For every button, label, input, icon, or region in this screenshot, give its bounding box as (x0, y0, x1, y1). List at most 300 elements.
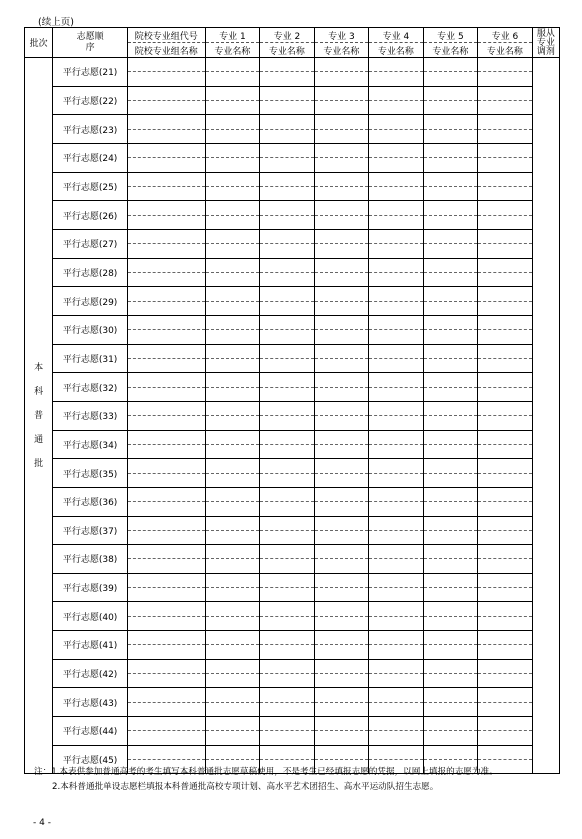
major-6-name-cell[interactable] (478, 387, 533, 401)
major-5-code-cell[interactable] (423, 631, 478, 645)
major-5-name-cell[interactable] (423, 473, 478, 487)
major-6-name-cell[interactable] (478, 674, 533, 688)
school-code-cell[interactable] (127, 229, 205, 243)
major-3-code-cell[interactable] (314, 745, 369, 759)
major-4-name-cell[interactable] (369, 158, 424, 172)
major-5-name-cell[interactable] (423, 674, 478, 688)
major-2-name-cell[interactable] (260, 416, 315, 430)
major-4-name-cell[interactable] (369, 387, 424, 401)
major-6-code-cell[interactable] (478, 659, 533, 673)
major-1-code-cell[interactable] (205, 516, 260, 530)
school-name-cell[interactable] (127, 502, 205, 516)
major-4-code-cell[interactable] (369, 115, 424, 129)
major-4-code-cell[interactable] (369, 545, 424, 559)
major-3-name-cell[interactable] (314, 645, 369, 659)
major-3-name-cell[interactable] (314, 129, 369, 143)
major-6-name-cell[interactable] (478, 72, 533, 86)
school-code-cell[interactable] (127, 545, 205, 559)
major-6-code-cell[interactable] (478, 487, 533, 501)
major-5-name-cell[interactable] (423, 731, 478, 745)
major-2-code-cell[interactable] (260, 143, 315, 157)
school-code-cell[interactable] (127, 516, 205, 530)
major-4-name-cell[interactable] (369, 473, 424, 487)
major-4-code-cell[interactable] (369, 58, 424, 72)
major-3-code-cell[interactable] (314, 344, 369, 358)
major-1-code-cell[interactable] (205, 258, 260, 272)
major-2-code-cell[interactable] (260, 172, 315, 186)
school-name-cell[interactable] (127, 72, 205, 86)
major-3-code-cell[interactable] (314, 373, 369, 387)
major-2-name-cell[interactable] (260, 616, 315, 630)
major-1-name-cell[interactable] (205, 244, 260, 258)
major-1-name-cell[interactable] (205, 645, 260, 659)
major-5-name-cell[interactable] (423, 588, 478, 602)
major-2-code-cell[interactable] (260, 573, 315, 587)
major-5-code-cell[interactable] (423, 258, 478, 272)
major-5-code-cell[interactable] (423, 459, 478, 473)
major-5-code-cell[interactable] (423, 373, 478, 387)
major-1-code-cell[interactable] (205, 58, 260, 72)
major-3-name-cell[interactable] (314, 158, 369, 172)
major-6-name-cell[interactable] (478, 530, 533, 544)
major-6-code-cell[interactable] (478, 58, 533, 72)
major-2-name-cell[interactable] (260, 387, 315, 401)
school-name-cell[interactable] (127, 588, 205, 602)
major-4-name-cell[interactable] (369, 416, 424, 430)
major-3-code-cell[interactable] (314, 143, 369, 157)
major-5-code-cell[interactable] (423, 86, 478, 100)
major-5-code-cell[interactable] (423, 287, 478, 301)
major-6-name-cell[interactable] (478, 129, 533, 143)
major-5-name-cell[interactable] (423, 530, 478, 544)
major-6-name-cell[interactable] (478, 588, 533, 602)
major-6-code-cell[interactable] (478, 545, 533, 559)
major-4-code-cell[interactable] (369, 258, 424, 272)
major-4-code-cell[interactable] (369, 717, 424, 731)
major-3-code-cell[interactable] (314, 487, 369, 501)
major-4-code-cell[interactable] (369, 631, 424, 645)
school-code-cell[interactable] (127, 573, 205, 587)
school-name-cell[interactable] (127, 645, 205, 659)
major-4-code-cell[interactable] (369, 430, 424, 444)
major-5-name-cell[interactable] (423, 387, 478, 401)
school-name-cell[interactable] (127, 158, 205, 172)
school-code-cell[interactable] (127, 344, 205, 358)
major-1-name-cell[interactable] (205, 129, 260, 143)
major-3-name-cell[interactable] (314, 330, 369, 344)
school-name-cell[interactable] (127, 530, 205, 544)
major-3-name-cell[interactable] (314, 674, 369, 688)
major-5-code-cell[interactable] (423, 430, 478, 444)
major-2-code-cell[interactable] (260, 115, 315, 129)
major-4-name-cell[interactable] (369, 616, 424, 630)
school-code-cell[interactable] (127, 688, 205, 702)
school-name-cell[interactable] (127, 301, 205, 315)
major-3-code-cell[interactable] (314, 115, 369, 129)
major-4-name-cell[interactable] (369, 559, 424, 573)
major-6-code-cell[interactable] (478, 430, 533, 444)
school-code-cell[interactable] (127, 143, 205, 157)
major-2-code-cell[interactable] (260, 58, 315, 72)
major-3-name-cell[interactable] (314, 502, 369, 516)
school-name-cell[interactable] (127, 674, 205, 688)
major-2-code-cell[interactable] (260, 344, 315, 358)
major-6-name-cell[interactable] (478, 100, 533, 114)
major-4-code-cell[interactable] (369, 516, 424, 530)
school-code-cell[interactable] (127, 602, 205, 616)
major-1-name-cell[interactable] (205, 416, 260, 430)
school-code-cell[interactable] (127, 373, 205, 387)
major-2-code-cell[interactable] (260, 659, 315, 673)
major-5-name-cell[interactable] (423, 100, 478, 114)
major-6-code-cell[interactable] (478, 287, 533, 301)
major-2-code-cell[interactable] (260, 602, 315, 616)
major-6-code-cell[interactable] (478, 229, 533, 243)
major-4-code-cell[interactable] (369, 573, 424, 587)
school-name-cell[interactable] (127, 244, 205, 258)
school-name-cell[interactable] (127, 731, 205, 745)
major-5-code-cell[interactable] (423, 516, 478, 530)
major-1-name-cell[interactable] (205, 387, 260, 401)
school-name-cell[interactable] (127, 559, 205, 573)
major-4-name-cell[interactable] (369, 129, 424, 143)
major-3-name-cell[interactable] (314, 702, 369, 716)
major-1-name-cell[interactable] (205, 502, 260, 516)
major-5-code-cell[interactable] (423, 201, 478, 215)
major-1-code-cell[interactable] (205, 401, 260, 415)
major-2-code-cell[interactable] (260, 631, 315, 645)
major-6-name-cell[interactable] (478, 702, 533, 716)
major-1-name-cell[interactable] (205, 272, 260, 286)
school-name-cell[interactable] (127, 100, 205, 114)
major-2-name-cell[interactable] (260, 158, 315, 172)
major-5-name-cell[interactable] (423, 330, 478, 344)
major-2-code-cell[interactable] (260, 201, 315, 215)
major-2-code-cell[interactable] (260, 401, 315, 415)
major-5-code-cell[interactable] (423, 401, 478, 415)
school-name-cell[interactable] (127, 215, 205, 229)
major-6-code-cell[interactable] (478, 745, 533, 759)
major-4-name-cell[interactable] (369, 215, 424, 229)
major-3-code-cell[interactable] (314, 717, 369, 731)
major-1-name-cell[interactable] (205, 731, 260, 745)
major-1-name-cell[interactable] (205, 358, 260, 372)
major-1-code-cell[interactable] (205, 172, 260, 186)
major-4-code-cell[interactable] (369, 487, 424, 501)
major-4-name-cell[interactable] (369, 645, 424, 659)
major-3-name-cell[interactable] (314, 588, 369, 602)
major-3-code-cell[interactable] (314, 659, 369, 673)
major-3-name-cell[interactable] (314, 416, 369, 430)
major-6-code-cell[interactable] (478, 516, 533, 530)
major-2-name-cell[interactable] (260, 530, 315, 544)
major-5-code-cell[interactable] (423, 602, 478, 616)
major-2-code-cell[interactable] (260, 373, 315, 387)
major-3-code-cell[interactable] (314, 201, 369, 215)
major-1-name-cell[interactable] (205, 186, 260, 200)
school-name-cell[interactable] (127, 330, 205, 344)
major-3-name-cell[interactable] (314, 186, 369, 200)
major-1-code-cell[interactable] (205, 717, 260, 731)
major-3-code-cell[interactable] (314, 459, 369, 473)
school-code-cell[interactable] (127, 459, 205, 473)
major-6-name-cell[interactable] (478, 559, 533, 573)
school-code-cell[interactable] (127, 315, 205, 329)
major-5-name-cell[interactable] (423, 502, 478, 516)
major-1-name-cell[interactable] (205, 588, 260, 602)
major-4-name-cell[interactable] (369, 358, 424, 372)
major-5-name-cell[interactable] (423, 301, 478, 315)
major-2-name-cell[interactable] (260, 444, 315, 458)
major-3-name-cell[interactable] (314, 559, 369, 573)
major-2-code-cell[interactable] (260, 315, 315, 329)
school-code-cell[interactable] (127, 631, 205, 645)
major-2-name-cell[interactable] (260, 272, 315, 286)
major-6-name-cell[interactable] (478, 473, 533, 487)
school-code-cell[interactable] (127, 86, 205, 100)
major-5-code-cell[interactable] (423, 659, 478, 673)
major-6-code-cell[interactable] (478, 717, 533, 731)
major-1-code-cell[interactable] (205, 115, 260, 129)
major-2-code-cell[interactable] (260, 430, 315, 444)
major-1-name-cell[interactable] (205, 158, 260, 172)
major-5-name-cell[interactable] (423, 616, 478, 630)
major-2-name-cell[interactable] (260, 358, 315, 372)
major-5-code-cell[interactable] (423, 115, 478, 129)
school-name-cell[interactable] (127, 616, 205, 630)
major-3-name-cell[interactable] (314, 444, 369, 458)
major-4-code-cell[interactable] (369, 201, 424, 215)
major-1-code-cell[interactable] (205, 201, 260, 215)
major-5-name-cell[interactable] (423, 559, 478, 573)
major-4-code-cell[interactable] (369, 86, 424, 100)
major-2-code-cell[interactable] (260, 516, 315, 530)
major-5-name-cell[interactable] (423, 158, 478, 172)
major-2-code-cell[interactable] (260, 717, 315, 731)
major-6-code-cell[interactable] (478, 115, 533, 129)
major-3-code-cell[interactable] (314, 229, 369, 243)
major-2-name-cell[interactable] (260, 559, 315, 573)
major-6-name-cell[interactable] (478, 731, 533, 745)
major-4-name-cell[interactable] (369, 530, 424, 544)
school-code-cell[interactable] (127, 659, 205, 673)
major-5-code-cell[interactable] (423, 545, 478, 559)
major-1-code-cell[interactable] (205, 688, 260, 702)
major-3-name-cell[interactable] (314, 301, 369, 315)
major-3-name-cell[interactable] (314, 616, 369, 630)
major-5-name-cell[interactable] (423, 645, 478, 659)
major-1-name-cell[interactable] (205, 330, 260, 344)
major-6-name-cell[interactable] (478, 616, 533, 630)
major-6-code-cell[interactable] (478, 172, 533, 186)
major-4-code-cell[interactable] (369, 373, 424, 387)
school-code-cell[interactable] (127, 287, 205, 301)
major-5-name-cell[interactable] (423, 416, 478, 430)
school-code-cell[interactable] (127, 745, 205, 759)
major-5-code-cell[interactable] (423, 688, 478, 702)
major-5-code-cell[interactable] (423, 315, 478, 329)
major-2-code-cell[interactable] (260, 86, 315, 100)
major-1-code-cell[interactable] (205, 745, 260, 759)
major-5-name-cell[interactable] (423, 702, 478, 716)
major-5-name-cell[interactable] (423, 272, 478, 286)
school-name-cell[interactable] (127, 358, 205, 372)
school-code-cell[interactable] (127, 401, 205, 415)
school-name-cell[interactable] (127, 416, 205, 430)
major-1-code-cell[interactable] (205, 430, 260, 444)
school-name-cell[interactable] (127, 444, 205, 458)
major-4-name-cell[interactable] (369, 244, 424, 258)
major-5-name-cell[interactable] (423, 186, 478, 200)
major-3-code-cell[interactable] (314, 86, 369, 100)
major-2-code-cell[interactable] (260, 688, 315, 702)
major-2-name-cell[interactable] (260, 129, 315, 143)
major-3-code-cell[interactable] (314, 430, 369, 444)
major-5-name-cell[interactable] (423, 444, 478, 458)
major-4-code-cell[interactable] (369, 229, 424, 243)
major-5-code-cell[interactable] (423, 573, 478, 587)
major-1-code-cell[interactable] (205, 229, 260, 243)
major-1-name-cell[interactable] (205, 702, 260, 716)
major-1-name-cell[interactable] (205, 530, 260, 544)
major-3-name-cell[interactable] (314, 358, 369, 372)
major-1-name-cell[interactable] (205, 215, 260, 229)
major-6-name-cell[interactable] (478, 358, 533, 372)
major-6-name-cell[interactable] (478, 416, 533, 430)
major-5-code-cell[interactable] (423, 229, 478, 243)
major-4-name-cell[interactable] (369, 731, 424, 745)
major-3-code-cell[interactable] (314, 545, 369, 559)
major-3-name-cell[interactable] (314, 244, 369, 258)
major-1-code-cell[interactable] (205, 487, 260, 501)
major-4-name-cell[interactable] (369, 301, 424, 315)
adjust-column-cell[interactable] (532, 58, 559, 774)
major-2-code-cell[interactable] (260, 287, 315, 301)
major-3-code-cell[interactable] (314, 573, 369, 587)
major-3-name-cell[interactable] (314, 473, 369, 487)
major-6-name-cell[interactable] (478, 301, 533, 315)
major-2-name-cell[interactable] (260, 674, 315, 688)
school-code-cell[interactable] (127, 258, 205, 272)
major-5-code-cell[interactable] (423, 172, 478, 186)
major-6-name-cell[interactable] (478, 502, 533, 516)
school-code-cell[interactable] (127, 717, 205, 731)
major-4-code-cell[interactable] (369, 401, 424, 415)
major-3-name-cell[interactable] (314, 72, 369, 86)
major-1-name-cell[interactable] (205, 301, 260, 315)
major-4-name-cell[interactable] (369, 100, 424, 114)
major-5-code-cell[interactable] (423, 487, 478, 501)
school-code-cell[interactable] (127, 487, 205, 501)
major-3-code-cell[interactable] (314, 58, 369, 72)
school-name-cell[interactable] (127, 473, 205, 487)
major-3-name-cell[interactable] (314, 100, 369, 114)
major-2-name-cell[interactable] (260, 702, 315, 716)
major-3-name-cell[interactable] (314, 530, 369, 544)
major-3-code-cell[interactable] (314, 315, 369, 329)
major-5-name-cell[interactable] (423, 244, 478, 258)
school-code-cell[interactable] (127, 58, 205, 72)
major-6-code-cell[interactable] (478, 258, 533, 272)
major-6-code-cell[interactable] (478, 143, 533, 157)
major-6-name-cell[interactable] (478, 645, 533, 659)
major-4-name-cell[interactable] (369, 186, 424, 200)
major-2-code-cell[interactable] (260, 745, 315, 759)
major-1-code-cell[interactable] (205, 573, 260, 587)
major-2-code-cell[interactable] (260, 487, 315, 501)
major-6-code-cell[interactable] (478, 631, 533, 645)
school-code-cell[interactable] (127, 115, 205, 129)
major-5-code-cell[interactable] (423, 717, 478, 731)
major-3-name-cell[interactable] (314, 215, 369, 229)
major-2-code-cell[interactable] (260, 229, 315, 243)
major-3-code-cell[interactable] (314, 401, 369, 415)
major-4-code-cell[interactable] (369, 315, 424, 329)
major-6-name-cell[interactable] (478, 272, 533, 286)
major-1-name-cell[interactable] (205, 674, 260, 688)
major-3-code-cell[interactable] (314, 688, 369, 702)
major-1-name-cell[interactable] (205, 559, 260, 573)
major-1-name-cell[interactable] (205, 72, 260, 86)
major-6-code-cell[interactable] (478, 315, 533, 329)
major-3-name-cell[interactable] (314, 731, 369, 745)
major-2-code-cell[interactable] (260, 459, 315, 473)
major-5-code-cell[interactable] (423, 143, 478, 157)
major-5-name-cell[interactable] (423, 72, 478, 86)
major-5-code-cell[interactable] (423, 344, 478, 358)
major-6-code-cell[interactable] (478, 688, 533, 702)
school-name-cell[interactable] (127, 186, 205, 200)
major-1-code-cell[interactable] (205, 659, 260, 673)
major-3-code-cell[interactable] (314, 258, 369, 272)
major-1-code-cell[interactable] (205, 631, 260, 645)
major-2-name-cell[interactable] (260, 588, 315, 602)
major-6-code-cell[interactable] (478, 459, 533, 473)
major-4-code-cell[interactable] (369, 287, 424, 301)
school-name-cell[interactable] (127, 272, 205, 286)
major-4-code-cell[interactable] (369, 688, 424, 702)
major-6-code-cell[interactable] (478, 86, 533, 100)
major-5-name-cell[interactable] (423, 358, 478, 372)
major-2-name-cell[interactable] (260, 301, 315, 315)
major-2-code-cell[interactable] (260, 258, 315, 272)
major-4-code-cell[interactable] (369, 659, 424, 673)
school-code-cell[interactable] (127, 430, 205, 444)
major-3-name-cell[interactable] (314, 387, 369, 401)
major-1-name-cell[interactable] (205, 616, 260, 630)
major-3-code-cell[interactable] (314, 287, 369, 301)
school-name-cell[interactable] (127, 702, 205, 716)
major-1-code-cell[interactable] (205, 373, 260, 387)
major-4-code-cell[interactable] (369, 602, 424, 616)
school-name-cell[interactable] (127, 387, 205, 401)
major-6-name-cell[interactable] (478, 244, 533, 258)
major-6-code-cell[interactable] (478, 344, 533, 358)
school-name-cell[interactable] (127, 129, 205, 143)
major-1-name-cell[interactable] (205, 100, 260, 114)
major-4-code-cell[interactable] (369, 459, 424, 473)
major-2-name-cell[interactable] (260, 731, 315, 745)
major-4-code-cell[interactable] (369, 143, 424, 157)
major-4-name-cell[interactable] (369, 72, 424, 86)
major-2-name-cell[interactable] (260, 502, 315, 516)
major-6-name-cell[interactable] (478, 444, 533, 458)
major-6-name-cell[interactable] (478, 215, 533, 229)
major-3-name-cell[interactable] (314, 272, 369, 286)
major-6-code-cell[interactable] (478, 201, 533, 215)
major-4-name-cell[interactable] (369, 272, 424, 286)
major-2-name-cell[interactable] (260, 72, 315, 86)
